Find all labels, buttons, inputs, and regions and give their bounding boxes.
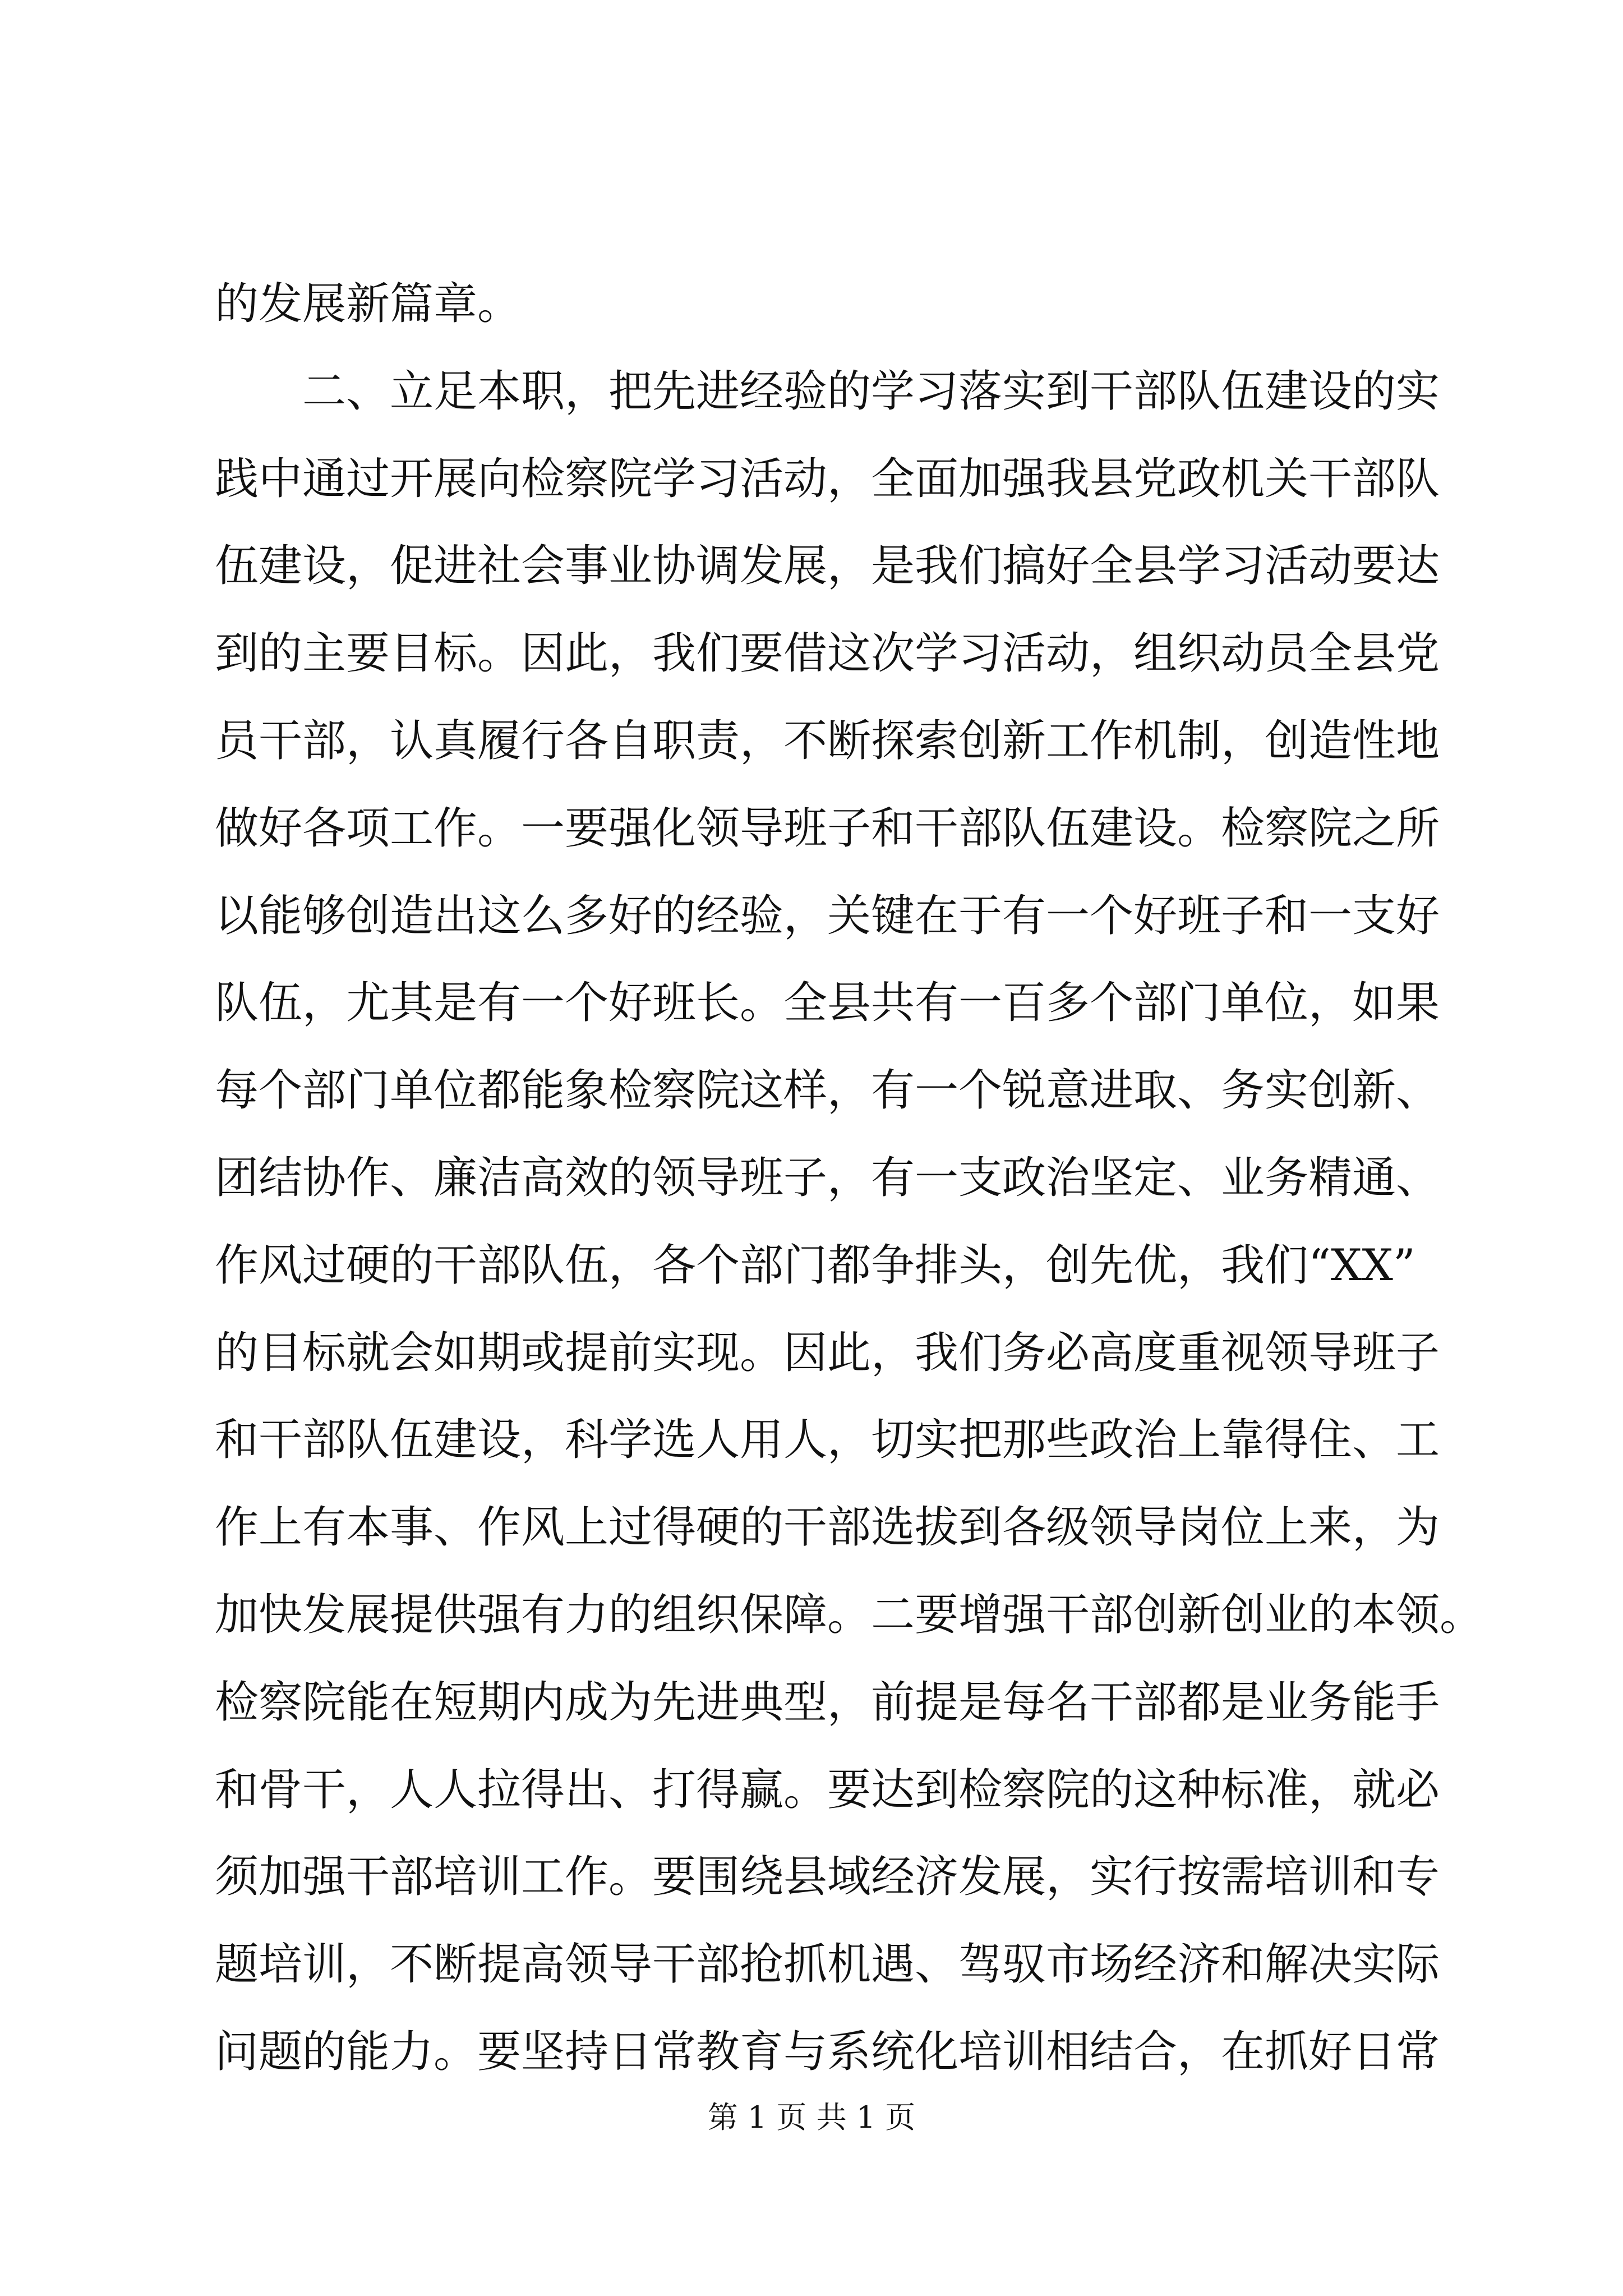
text-line: 须加强干部培训工作。要围绕县域经济发展，实行按需培训和专 xyxy=(215,1852,1440,1903)
text-line: 员干部，认真履行各自职责，不断探索创新工作机制，创造性地 xyxy=(215,715,1440,766)
text-line: 作上有本事、作风上过得硬的干部选拔到各级领导岗位上来，为 xyxy=(215,1502,1440,1553)
text-line: 作风过硬的干部队伍，各个部门都争排头，创先优，我们“XX” xyxy=(215,1240,1415,1291)
text-line: 以能够创造出这么多好的经验，关键在于有一个好班子和一支好 xyxy=(215,890,1440,941)
text-line: 问题的能力。要坚持日常教育与系统化培训相结合，在抓好日常 xyxy=(215,2026,1440,2077)
text-line: 做好各项工作。一要强化领导班子和干部队伍建设。检察院之所 xyxy=(215,803,1440,854)
text-line: 到的主要目标。因此，我们要借这次学习活动，组织动员全县党 xyxy=(215,628,1440,679)
text-line: 和骨干，人人拉得出、打得赢。要达到检察院的这种标准，就必 xyxy=(215,1764,1440,1815)
text-line: 题培训，不断提高领导干部抢抓机遇、驾驭市场经济和解决实际 xyxy=(215,1939,1440,1990)
text-line: 队伍，尤其是有一个好班长。全县共有一百多个部门单位，如果 xyxy=(215,978,1440,1029)
text-line: 加快发展提供强有力的组织保障。二要增强干部创新创业的本领。 xyxy=(215,1589,1484,1640)
text-line: 团结协作、廉洁高效的领导班子，有一支政治坚定、业务精通、 xyxy=(215,1152,1440,1203)
text-line: 的发展新篇章。 xyxy=(215,279,522,329)
text-line: 二、立足本职，把先进经验的学习落实到干部队伍建设的实 xyxy=(215,366,1440,417)
body-text xyxy=(215,261,1484,2096)
text-line: 每个部门单位都能象检察院这样，有一个锐意进取、务实创新、 xyxy=(215,1065,1440,1116)
text-line: 伍建设，促进社会事业协调发展，是我们搞好全县学习活动要达 xyxy=(215,541,1440,592)
text-line: 的目标就会如期或提前实现。因此，我们务必高度重视领导班子 xyxy=(215,1327,1440,1378)
text-line: 践中通过开展向检察院学习活动，全面加强我县党政机关干部队 xyxy=(215,453,1440,504)
text-line: 和干部队伍建设，科学选人用人，切实把那些政治上靠得住、工 xyxy=(215,1415,1440,1466)
page-number-label: 第 1 页 共 1 页 xyxy=(707,2100,916,2135)
text-line: 检察院能在短期内成为先进典型，前提是每名干部都是业务能手 xyxy=(215,1677,1440,1728)
page-footer xyxy=(0,2095,1623,2140)
